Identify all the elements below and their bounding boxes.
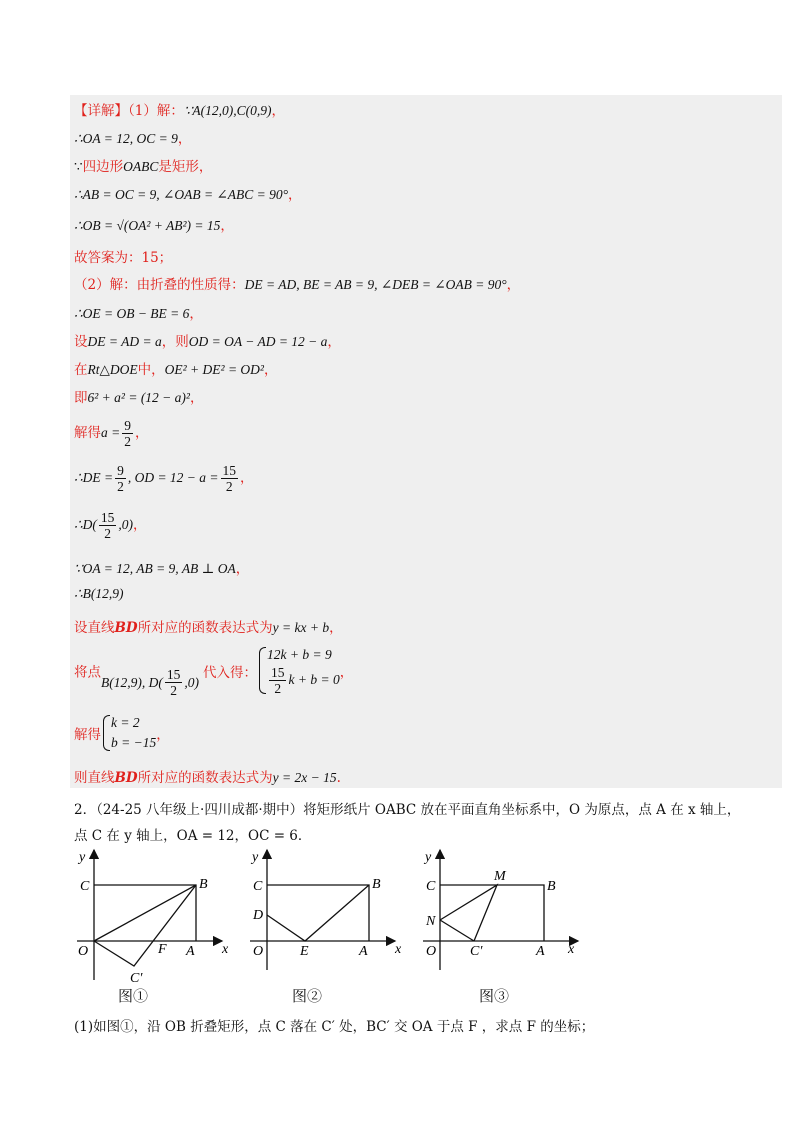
math-expr: OD = OA − AD = 12 − a	[188, 334, 328, 349]
punct: ，	[288, 187, 302, 203]
text: 在	[74, 362, 88, 378]
text: 将点	[74, 664, 101, 681]
segment-OB	[94, 885, 196, 941]
punct: ，	[271, 103, 286, 119]
fraction	[221, 463, 239, 494]
punct: ，	[189, 390, 204, 406]
solution-line-11	[74, 386, 203, 406]
math-expr: ,0)	[184, 674, 199, 690]
label-y: y	[252, 850, 259, 865]
punct: ，	[220, 218, 234, 234]
math-expr: OE² + DE² = OD²	[164, 362, 264, 377]
text: ，则	[161, 334, 189, 350]
caption-figure-1: 图①	[118, 987, 149, 1005]
label-y: y	[79, 850, 86, 865]
rectangle	[440, 885, 544, 941]
math-expr: ∴DE =	[74, 470, 114, 485]
punct: ，	[189, 306, 203, 322]
text: 四边形	[82, 159, 124, 175]
caption-figure-2: 图②	[292, 987, 323, 1005]
punct: ，	[506, 277, 521, 293]
text: 设	[74, 334, 88, 350]
question-line-1: 2．（24-25 八年级上·四川成都·期中）将矩形纸片 OABC 放在平面直角坐标系中，O 为原点，点 A 在 x 轴上，	[74, 802, 741, 818]
label-x: x	[395, 942, 402, 957]
math-expr: ∴OB = √(OA² + AB²) = 15	[74, 218, 221, 233]
figure-1	[72, 845, 237, 985]
denominator: 2	[274, 681, 282, 696]
math-expr: ∴B(12,9)	[74, 586, 124, 601]
numerator: 15	[166, 667, 181, 682]
solution-line-9	[74, 330, 341, 350]
text: 代入得：	[202, 664, 257, 681]
denominator: 2	[124, 434, 131, 449]
fraction	[122, 418, 133, 449]
equation: b = −15	[111, 735, 157, 750]
solution-line-17	[74, 616, 343, 636]
text: 所对应的函数表达式为	[137, 620, 273, 636]
math-expr: B(12,9), D(	[101, 674, 163, 690]
math-expr: ∴D(	[74, 517, 97, 532]
punct: ，	[135, 425, 149, 441]
solution-line-8	[74, 302, 203, 322]
denominator: 2	[104, 526, 111, 541]
punct: ，	[240, 470, 254, 486]
label-C-prime: C′	[130, 971, 143, 985]
punct: ，	[235, 561, 250, 577]
equation: k = 2	[111, 715, 140, 730]
punct: ，	[327, 334, 341, 350]
denominator: 2	[170, 683, 177, 698]
numerator: 15	[100, 510, 115, 525]
question-line-2: 点 C 在 y 轴上，OA = 12，OC = 6．	[74, 828, 312, 844]
numerator: 9	[117, 463, 124, 478]
equation-system	[101, 713, 156, 753]
text: 即	[74, 390, 88, 406]
punct: ，	[263, 362, 278, 378]
text: （2）解：由折叠的性质得：	[74, 277, 245, 293]
question-part-1: (1)如图①，沿 OB 折叠矩形，点 C 落在 C′ 处，BC′ 交 OA 于点 F ，求点 F 的坐标；	[74, 1019, 595, 1035]
fraction	[165, 667, 183, 698]
segment-NC-prime	[440, 920, 474, 941]
solution-line-12	[74, 418, 149, 449]
text: 所对应的函数表达式为	[137, 770, 273, 786]
solution-line-7	[74, 273, 520, 293]
solution-line-19	[74, 713, 170, 753]
caption-figure-3: 图③	[479, 987, 510, 1005]
fraction	[269, 665, 287, 696]
denominator: 2	[225, 479, 233, 494]
rectangle	[267, 885, 369, 941]
solution-line-18	[74, 645, 353, 696]
text: 解得	[74, 727, 101, 743]
solution-line-16	[74, 586, 123, 602]
label-y: y	[425, 850, 432, 865]
label-C: C	[80, 879, 90, 894]
punct: .	[336, 770, 341, 786]
label-C-prime: C′	[470, 944, 483, 959]
label-A: A	[186, 944, 195, 959]
solution-line-6: 故答案为：15；	[74, 250, 173, 266]
solution-line-10	[74, 358, 277, 378]
math-expr: 6² + a² = (12 − a)²	[87, 390, 190, 405]
numerator: 9	[124, 418, 131, 433]
solution-line-1	[74, 99, 285, 119]
text: 设直线	[74, 620, 115, 636]
numerator: 15	[270, 665, 285, 680]
math-expr: OABC	[123, 159, 159, 174]
math-expr: k + b = 0	[288, 672, 340, 687]
detail-tag: 【详解】（1）解：	[74, 103, 184, 119]
math-expr: DE = AD, BE = AB = 9, ∠DEB = ∠OAB = 90°	[244, 277, 507, 292]
text: 解得	[74, 425, 101, 441]
label-B: B	[547, 879, 556, 894]
equation: 12k + b = 9	[266, 647, 332, 662]
label-O: O	[253, 944, 264, 959]
fraction	[99, 510, 117, 541]
label-x: x	[568, 942, 575, 957]
denominator: 2	[117, 479, 124, 494]
given-points: ∵A(12,0),C(0,9)	[183, 103, 272, 118]
punct: ，	[156, 727, 170, 743]
label-M: M	[494, 869, 506, 884]
numerator: 15	[222, 463, 237, 478]
folded-triangle	[94, 885, 196, 966]
solution-line-4	[74, 183, 302, 203]
solution-line-20	[74, 766, 341, 786]
math-expr: ,0)	[118, 517, 133, 532]
math-expr: ∴AB = OC = 9, ∠OAB = ∠ABC = 90°	[74, 187, 289, 202]
solution-line-14	[74, 510, 146, 541]
label-A: A	[536, 944, 545, 959]
text: 则直线	[74, 770, 115, 786]
equation	[267, 665, 340, 696]
fold-lines	[267, 885, 369, 941]
solution-line-13	[74, 463, 254, 494]
label-O: O	[426, 944, 437, 959]
math-expr: ∴OE = OB − BE = 6	[74, 306, 190, 321]
math-expr: ∵OA = 12, AB = 9, AB ⊥ OA	[74, 561, 236, 576]
label-B: B	[372, 877, 381, 892]
because-symbol: ∵	[74, 159, 83, 174]
label-E: E	[300, 944, 309, 959]
label-C: C	[426, 879, 436, 894]
label-F: F	[158, 942, 167, 957]
punct: ，	[339, 664, 354, 681]
line-name: BD	[114, 770, 138, 786]
solution-line-5	[74, 214, 234, 234]
punct: ，	[177, 131, 192, 147]
math-expr: y = kx + b	[272, 620, 330, 635]
math-expr: Rt△DOE	[87, 362, 138, 377]
equation-system	[257, 645, 340, 696]
figure-2	[245, 845, 410, 985]
label-B: B	[199, 877, 208, 892]
label-A: A	[359, 944, 368, 959]
label-x: x	[222, 942, 229, 957]
math-expr: y = 2x − 15	[272, 770, 337, 785]
text: 是矩形，	[158, 159, 213, 175]
label-D: D	[253, 908, 264, 923]
text: 中，	[137, 362, 165, 378]
label-N: N	[426, 914, 436, 929]
math-expr: a =	[101, 425, 121, 440]
math-expr: , OD = 12 − a =	[127, 470, 219, 485]
fold-triangle	[440, 885, 497, 941]
label-C: C	[253, 879, 263, 894]
label-O: O	[78, 944, 89, 959]
fraction	[115, 463, 126, 494]
solution-line-3	[74, 155, 212, 175]
math-expr: DE = AD = a	[87, 334, 162, 349]
math-expr: ∴OA = 12, OC = 9	[74, 131, 178, 146]
solution-line-15	[74, 557, 249, 577]
punct: ，	[329, 620, 343, 636]
solution-line-2	[74, 127, 191, 147]
figure-3	[418, 845, 583, 985]
punct: ，	[132, 517, 147, 533]
line-name: BD	[114, 620, 138, 636]
